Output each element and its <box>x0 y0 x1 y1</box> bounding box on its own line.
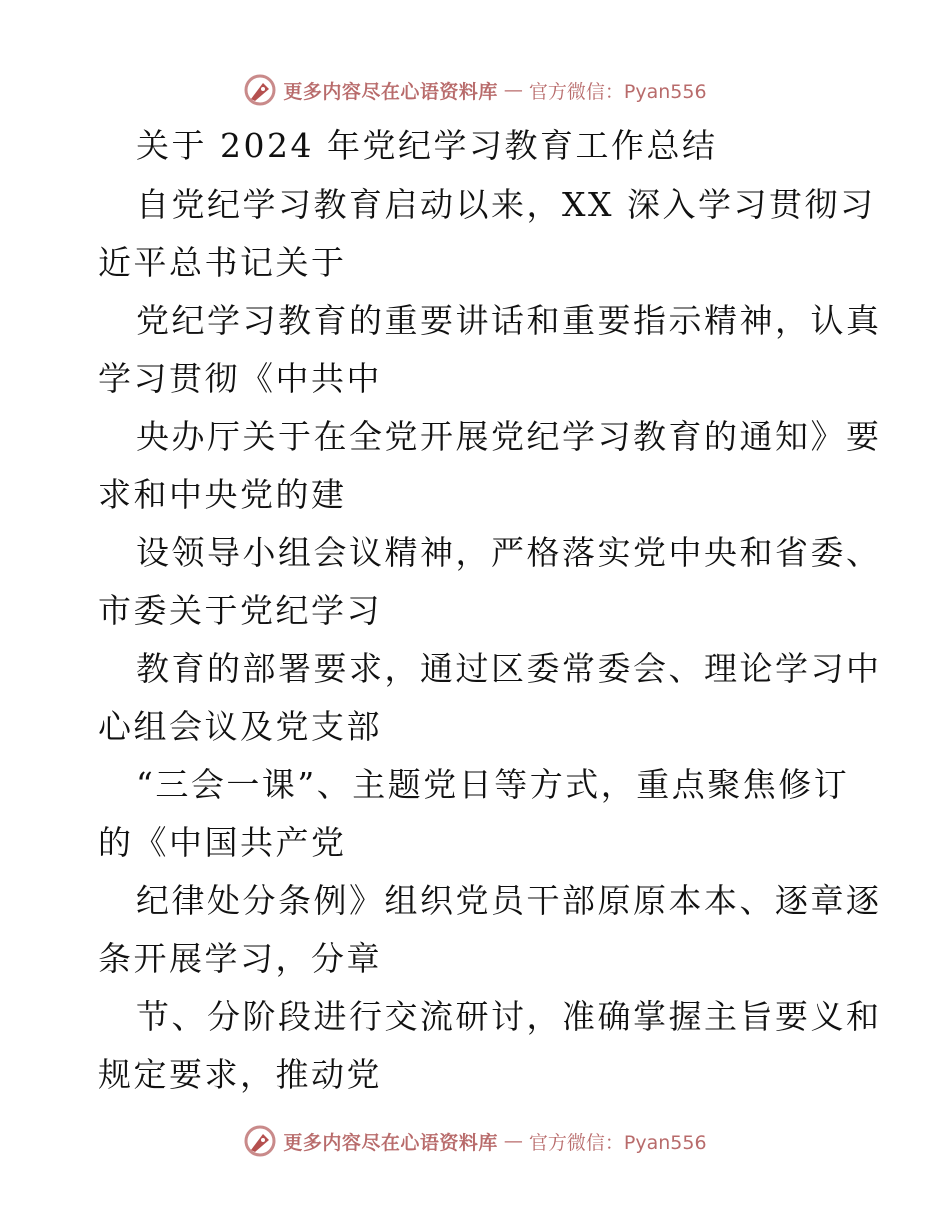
watermark-contact: 官方微信：Pyan556 <box>528 80 707 103</box>
pen-nib-logo-icon <box>243 73 277 107</box>
text-line: 求和中央党的建 <box>98 475 347 514</box>
text-line: 心组会议及党支部 <box>98 707 382 746</box>
text-line: “三会一课”、主题党日等方式，重点聚焦修订 <box>136 765 850 804</box>
watermark-brand: 更多内容尽在心语资料库 <box>283 1131 498 1154</box>
text-line: 自党纪学习教育启动以来，XX 深入学习贯彻习 <box>136 185 876 224</box>
header-watermark <box>0 70 950 110</box>
pen-nib-logo-icon <box>243 1124 277 1158</box>
document-title: 关于 2024 年党纪学习教育工作总结 <box>136 126 718 165</box>
text-line: 设领导小组会议精神，严格落实党中央和省委、 <box>136 533 882 572</box>
text-line: 市委关于党纪学习 <box>98 591 382 630</box>
text-line: 近平总书记关于 <box>98 243 347 282</box>
text-line: 学习贯彻《中共中 <box>98 359 382 398</box>
watermark-contact: 官方微信：Pyan556 <box>528 1131 707 1154</box>
watermark-dash: — <box>503 1130 523 1152</box>
text-line: 条开展学习，分章 <box>98 939 382 978</box>
watermark-dash: — <box>503 79 523 101</box>
text-line: 的《中国共产党 <box>98 823 347 862</box>
text-line: 纪律处分条例》组织党员干部原原本本、逐章逐 <box>136 881 882 920</box>
text-line: 规定要求，推动党 <box>98 1055 382 1094</box>
footer-watermark <box>0 1121 950 1161</box>
watermark-brand: 更多内容尽在心语资料库 <box>283 80 498 103</box>
text-line: 党纪学习教育的重要讲话和重要指示精神，认真 <box>136 301 882 340</box>
text-line: 教育的部署要求，通过区委常委会、理论学习中 <box>136 649 882 688</box>
text-line: 央办厅关于在全党开展党纪学习教育的通知》要 <box>136 417 882 456</box>
text-line: 节、分阶段进行交流研讨，准确掌握主旨要义和 <box>136 997 882 1036</box>
